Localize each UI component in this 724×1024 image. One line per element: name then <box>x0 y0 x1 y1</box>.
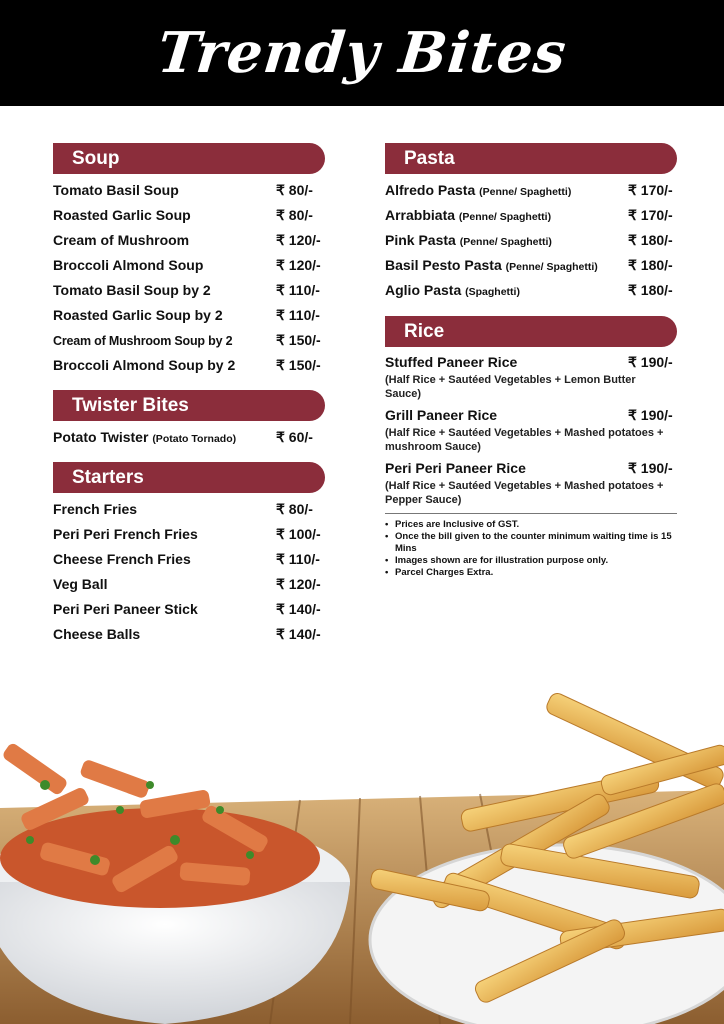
menu-item <box>53 526 325 551</box>
item-note: (Spaghetti) <box>465 286 520 298</box>
item-name: Cheese French Fries <box>53 551 191 567</box>
menu-item <box>53 232 325 257</box>
item-description: (Half Rice + Sautéed Vegetables + Mashed potatoes + Pepper Sauce) <box>385 480 664 506</box>
item-name: Cheese Balls <box>53 626 141 642</box>
item-name: Cream of Mushroom Soup by 2 <box>53 334 233 348</box>
item-name: Tomato Basil Soup by 2 <box>53 282 211 298</box>
item-name: Veg Ball <box>53 576 108 592</box>
item-title: Alfredo Pasta <box>385 182 476 198</box>
left-column <box>53 143 325 651</box>
item-price: ₹ 180/- <box>628 257 673 273</box>
menu-item <box>385 257 677 282</box>
menu-item <box>53 576 325 601</box>
item-name: Peri Peri Paneer Rice <box>385 460 526 476</box>
menu-item-row <box>385 354 677 373</box>
item-name <box>385 232 552 248</box>
item-note: (Penne/ Spaghetti) <box>459 236 552 248</box>
item-price: ₹ 110/- <box>276 307 320 323</box>
menu-header <box>0 0 724 106</box>
item-price: ₹ 60/- <box>276 429 313 445</box>
item-name: Roasted Garlic Soup by 2 <box>53 307 223 323</box>
item-name: Peri Peri French Fries <box>53 526 198 542</box>
menu-item <box>53 257 325 282</box>
item-description: (Half Rice + Sautéed Vegetables + Mashed potatoes + mushroom Sauce) <box>385 427 664 453</box>
menu-item-row <box>385 407 677 426</box>
item-price: ₹ 170/- <box>628 182 673 198</box>
menu-item <box>53 332 325 357</box>
item-price: ₹ 120/- <box>276 232 321 248</box>
starters-list <box>53 501 325 651</box>
menu-item-row <box>385 460 677 479</box>
menu-item <box>53 501 325 526</box>
item-price: ₹ 80/- <box>276 182 313 198</box>
menu-item <box>53 282 325 307</box>
item-price: ₹ 170/- <box>628 207 673 223</box>
item-note: (Penne/ Spaghetti) <box>505 261 598 273</box>
item-price: ₹ 140/- <box>276 626 321 642</box>
menu-item <box>385 354 677 401</box>
menu-item <box>385 407 677 454</box>
brand-title: Trendy Bites <box>154 20 570 86</box>
right-column <box>385 143 677 579</box>
section-banner-soup: Soup <box>53 143 325 174</box>
food-photo-svg <box>0 690 724 1024</box>
item-name <box>385 207 551 223</box>
notes-list <box>385 519 677 579</box>
note-item: • Prices are Inclusive of GST. <box>385 519 677 531</box>
item-title: Pink Pasta <box>385 232 456 248</box>
section-banner-rice: Rice <box>385 316 677 347</box>
menu-item <box>53 551 325 576</box>
item-note: (Penne/ Spaghetti) <box>479 186 572 198</box>
item-title: Aglio Pasta <box>385 282 462 298</box>
item-title: Basil Pesto Pasta <box>385 257 502 273</box>
item-name: Cream of Mushroom <box>53 232 190 248</box>
item-price: ₹ 190/- <box>628 407 673 423</box>
item-name: Roasted Garlic Soup <box>53 207 191 223</box>
item-name: Tomato Basil Soup <box>53 182 179 198</box>
section-banner-twister-bites: Twister Bites <box>53 390 325 421</box>
food-illustration <box>0 690 724 1024</box>
menu-item <box>53 626 325 651</box>
menu-item <box>385 207 677 232</box>
soup-list <box>53 182 325 382</box>
menu-item <box>53 207 325 232</box>
note-item: • Images shown are for illustration purpose only. <box>385 555 677 567</box>
item-name: French Fries <box>53 501 138 517</box>
item-title: Arrabbiata <box>385 207 456 223</box>
item-name: Stuffed Paneer Rice <box>385 354 518 370</box>
item-name: Broccoli Almond Soup by 2 <box>53 357 236 373</box>
menu-item <box>53 307 325 332</box>
menu-item <box>53 182 325 207</box>
section-banner-pasta: Pasta <box>385 143 677 174</box>
item-title: Potato Twister <box>53 429 149 445</box>
item-price: ₹ 180/- <box>628 232 673 248</box>
item-price: ₹ 150/- <box>276 332 321 348</box>
menu-item <box>53 357 325 382</box>
item-price: ₹ 80/- <box>276 207 313 223</box>
item-price: ₹ 190/- <box>628 354 673 370</box>
item-price: ₹ 190/- <box>628 460 673 476</box>
item-price: ₹ 100/- <box>276 526 321 542</box>
menu-item <box>385 182 677 207</box>
note-item: • Parcel Charges Extra. <box>385 567 677 579</box>
notes-divider <box>385 513 677 579</box>
menu-item <box>385 232 677 257</box>
item-price: ₹ 150/- <box>276 357 321 373</box>
item-note: (Penne/ Spaghetti) <box>458 211 552 223</box>
item-price: ₹ 140/- <box>276 601 321 617</box>
menu-item <box>53 429 325 454</box>
menu-item <box>385 282 677 307</box>
item-price: ₹ 120/- <box>276 576 321 592</box>
item-price: ₹ 80/- <box>276 501 313 517</box>
item-name <box>385 257 598 273</box>
item-name: Peri Peri Paneer Stick <box>53 601 198 617</box>
section-banner-starters: Starters <box>53 462 325 493</box>
item-name <box>53 429 236 445</box>
item-price: ₹ 120/- <box>276 257 321 273</box>
item-price: ₹ 110/- <box>276 282 320 298</box>
pasta-list <box>385 182 677 307</box>
item-name <box>385 182 571 198</box>
item-name <box>385 282 520 298</box>
item-note: (Potato Tornado) <box>152 433 237 445</box>
item-description: (Half Rice + Sautéed Vegetables + Lemon Butter Sauce) <box>385 374 636 400</box>
item-price: ₹ 180/- <box>628 282 673 298</box>
item-price: ₹ 110/- <box>276 551 320 567</box>
menu-item <box>385 460 677 507</box>
menu-item <box>53 601 325 626</box>
twister-list <box>53 429 325 454</box>
note-item: • Once the bill given to the counter minimum waiting time is 15 Mins <box>385 531 677 555</box>
rice-list <box>385 354 677 507</box>
item-name: Grill Paneer Rice <box>385 407 498 423</box>
item-name: Broccoli Almond Soup <box>53 257 204 273</box>
